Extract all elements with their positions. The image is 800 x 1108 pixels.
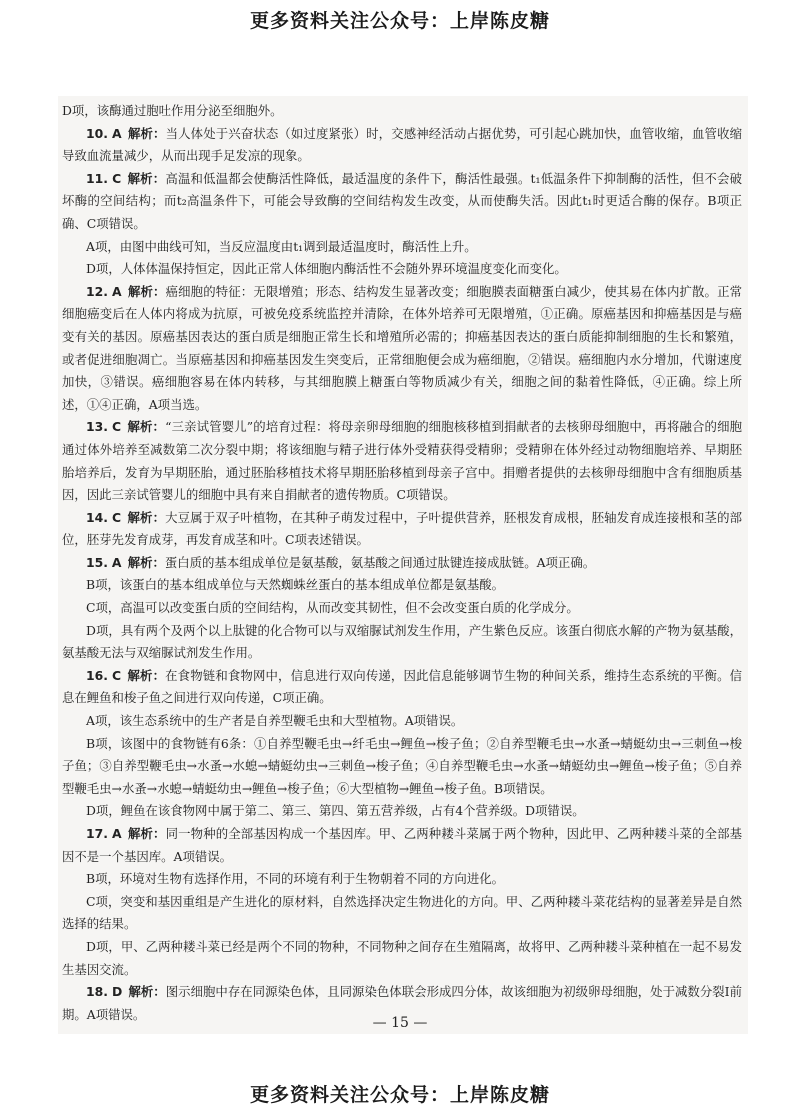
paragraph-text: C项，高温可以改变蛋白质的空间结构，从而改变其韧性，但不会改变蛋白质的化学成分。: [86, 600, 579, 616]
answer-letter: C: [112, 509, 122, 525]
question-number: 18.: [86, 984, 108, 1000]
analysis-label: 解析：: [127, 283, 166, 299]
question-number: 11.: [86, 170, 108, 186]
paragraph-text: B项，环境对生物有选择作用，不同的环境有利于生物朝着不同的方向进化。: [86, 871, 504, 887]
answer-letter: A: [112, 283, 122, 299]
paragraph-text: D项，具有两个及两个以上肽键的化合物可以与双缩脲试剂发生作用，产生紫色反应。该蛋白彻底水解的产物为氨基酸，氨基酸无法与双缩脲试剂发生作用。: [62, 622, 742, 661]
paragraph-text: A项，由图中曲线可知，当反应温度由t₁调到最适温度时，酶活性上升。: [86, 238, 477, 254]
question-number: 16.: [86, 667, 108, 683]
paragraph-text: 蛋白质的基本组成单位是氨基酸，氨基酸之间通过肽键连接成肽链。A项正确。: [164, 554, 596, 570]
analysis-label: 解析：: [128, 984, 166, 1000]
paragraph: [62, 168, 742, 236]
answer-letter: A: [112, 826, 122, 841]
paragraph: [62, 891, 742, 936]
analysis-label: 解析：: [127, 125, 166, 141]
paragraph: [62, 281, 742, 417]
banner-top: 更多资料关注公众号：上岸陈皮糖: [249, 10, 550, 32]
paragraph-text: “三亲试管婴儿”的培育过程：将母亲卵母细胞的细胞核移植到捐献者的去核卵母细胞中，再将融合的细胞通过体外培养至减数第二次分裂中期；将该细胞与精子进行体外受精获得受精卵；受精卵在体外经过动物细胞培养、早期胚胎培养后，发育为早期胚胎，通过胚胎移植技术将早期胚胎移植到母亲子宫中。捐赠者提供的去核卵母细胞中含有细胞质基因，因此三亲试管婴儿的细胞中具有来自捐献者的遗传物质。C项错误。: [62, 419, 743, 503]
analysis-label: 解析：: [127, 667, 166, 683]
paragraph: [62, 597, 742, 620]
answer-letter: C: [112, 419, 122, 435]
paragraph: [62, 868, 742, 891]
answer-letter: C: [112, 170, 122, 186]
paragraph-text: D项，鲤鱼在该食物网中属于第二、第三、第四、第五营养级，占有4个营养级。D项错误。: [86, 803, 585, 819]
question-number: 15.: [86, 554, 108, 570]
paragraph: [62, 574, 742, 597]
document-body: [62, 100, 742, 1026]
analysis-label: 解析：: [127, 554, 165, 570]
paragraph: [62, 507, 742, 552]
paragraph-text: 在食物链和食物网中，信息进行双向传递，因此信息能够调节生物的种间关系，维持生态系统的平衡。信息在鲤鱼和梭子鱼之间进行双向传递，C项正确。: [62, 667, 742, 706]
answer-letter: C: [112, 667, 122, 683]
question-number: 17.: [86, 826, 108, 841]
paragraph-text: D项，甲、乙两种耧斗菜已经是两个不同的物种，不同物种之间存在生殖隔离，故将甲、乙两种耧斗菜种植在一起不易发生基因交流。: [62, 938, 742, 977]
analysis-label: 解析：: [127, 509, 166, 525]
paragraph: [62, 823, 742, 868]
paragraph-text: A项，该生态系统中的生产者是自养型鞭毛虫和大型植物。A项错误。: [86, 713, 464, 729]
paragraph-text: B项，该蛋白的基本组成单位与天然蜘蛛丝蛋白的基本组成单位都是氨基酸。: [86, 577, 504, 593]
question-number: 13.: [86, 419, 108, 435]
paragraph-text: C项，突变和基因重组是产生进化的原材料，自然选择决定生物进化的方向。甲、乙两种耧斗菜花结构的显著差异是自然选择的结果。: [62, 893, 742, 932]
paragraph-text: 大豆属于双子叶植物，在其种子萌发过程中，子叶提供营养，胚根发育成根，胚轴发育成连接根和茎的部位，胚芽先发育成芽，再发育成茎和叶。C项表述错误。: [62, 509, 742, 548]
page-number: — 15 —: [372, 1015, 428, 1031]
paragraph: [62, 665, 742, 710]
answer-letter: A: [112, 125, 122, 141]
paragraph-text: 当人体处于兴奋状态（如过度紧张）时，交感神经活动占据优势，可引起心跳加快，血管收缩，血管收缩导致血流量减少，从而出现手足发凉的现象。: [62, 125, 743, 164]
question-number: 14.: [86, 509, 108, 525]
question-number: 10.: [86, 125, 108, 141]
paragraph: [62, 620, 742, 665]
answer-letter: D: [111, 984, 123, 1000]
paragraph: [62, 552, 742, 575]
paragraph-text: 癌细胞的特征：无限增殖；形态、结构发生显著改变；细胞膜表面糖蛋白减少，使其易在体内扩散。正常细胞癌变后在人体内将成为抗原，可被免疫系统监控并清除，在体外培养可无限增殖，①正确。原癌基因和抑癌基因是与癌变有关的基因。原癌基因表达的蛋白质是细胞正常生长和增殖所必需的；抑癌基因表达的蛋白质能抑制细胞的生长和繁殖，或者促进细胞凋亡。当原癌基因和抑癌基因发生突变后，正常细胞便会成为癌细胞，②错误。癌细胞内水分增加，代谢速度加快，③错误。癌细胞容易在体内转移，与其细胞膜上糖蛋白等物质减少有关，细胞之间的黏着性降低，④正确。综上所述，①④正确，A项当选。: [62, 283, 743, 412]
analysis-label: 解析：: [127, 170, 166, 186]
paragraph-text: 高温和低温都会使酶活性降低，最适温度的条件下，酶活性最强。t₁低温条件下抑制酶的活性，但不会破坏酶的空间结构；而t₂高温条件下，可能会导致酶的空间结构发生改变，从而使酶失活。因此t₁时更适合酶的保存。B项正确、C项错误。: [62, 170, 742, 231]
answer-letter: A: [111, 554, 122, 570]
question-number: 12.: [86, 283, 108, 299]
paragraph-text: 同一物种的全部基因构成一个基因库。甲、乙两种耧斗菜属于两个物种，因此甲、乙两种耧斗菜的全部基因不是一个基因库。A项错误。: [62, 826, 743, 864]
paragraph: [62, 100, 742, 123]
paragraph: [62, 936, 742, 981]
paragraph: [62, 733, 742, 801]
banner-bottom: 更多资料关注公众号：上岸陈皮糖: [249, 1084, 550, 1106]
paragraph: [62, 258, 742, 281]
paragraph-text: D项，该酶通过胞吐作用分泌至细胞外。: [62, 103, 283, 118]
paragraph-text: 图示细胞中存在同源染色体，且同源染色体联会形成四分体，故该细胞为初级卵母细胞，处于减数分裂Ⅰ前期。A项错误。: [62, 984, 742, 1022]
analysis-label: 解析：: [127, 419, 166, 435]
paragraph: [62, 416, 742, 506]
paragraph: [62, 123, 742, 168]
paragraph: [62, 710, 742, 733]
paragraph-text: D项，人体体温保持恒定，因此正常人体细胞内酶活性不会随外界环境温度变化而变化。: [86, 261, 567, 277]
paragraph-text: B项，该图中的食物链有6条：①自养型鞭毛虫→纤毛虫→鲤鱼→梭子鱼；②自养型鞭毛虫→水蚤→蜻蜓幼虫→三刺鱼→梭子鱼；③自养型鞭毛虫→水蚤→水螅→蜻蜓幼虫→三刺鱼→梭子鱼；④自养型鞭毛虫→水蚤→蜻蜓幼虫→鲤鱼→梭子鱼；⑤自养型鞭毛虫→水蚤→水螅→蜻蜓幼虫→鲤鱼→梭子鱼；⑥大型植物→鲤鱼→梭子鱼。B项错误。: [62, 735, 742, 796]
analysis-label: 解析：: [127, 826, 166, 841]
paragraph: [62, 236, 742, 259]
paragraph: [62, 800, 742, 823]
